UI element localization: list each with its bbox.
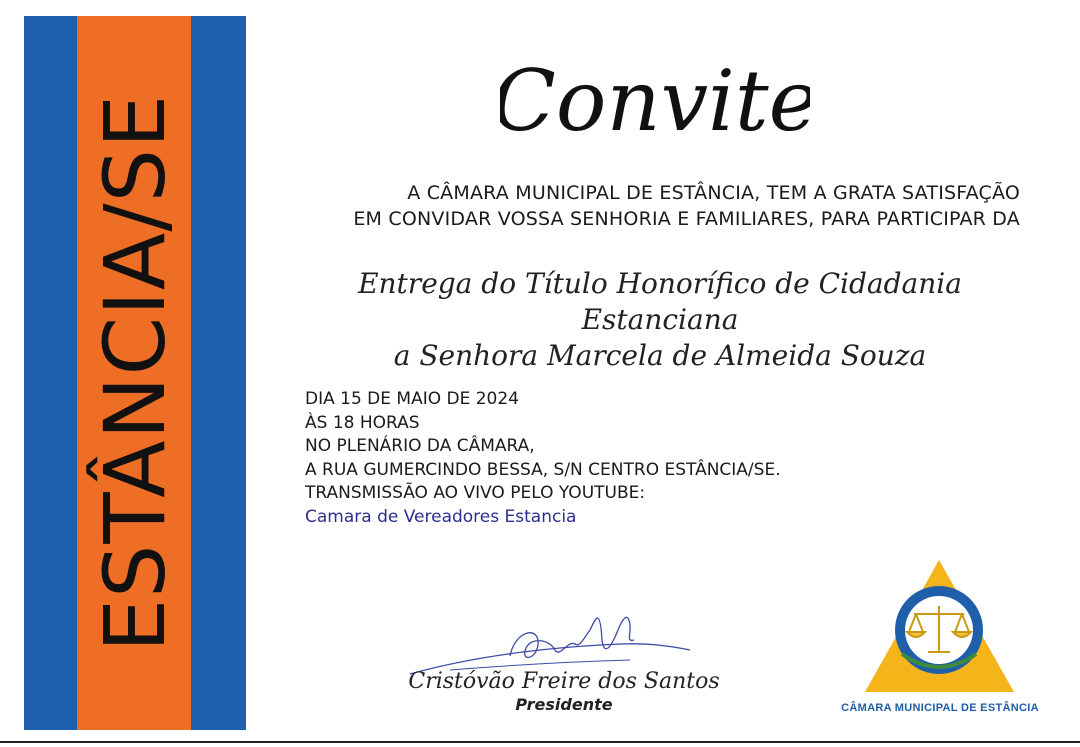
intro-text (290, 180, 1020, 232)
intro-line-1: A CÂMARA MUNICIPAL DE ESTÂNCIA, TEM A GRATA SATISFAÇÃO (407, 182, 1020, 204)
bottom-divider (0, 741, 1080, 743)
event-date: DIA 15 DE MAIO DE 2024 (305, 389, 520, 409)
signatory-role: Presidente (515, 695, 613, 714)
honor-title (300, 266, 1020, 374)
invitation-title (500, 18, 810, 168)
side-banner (24, 16, 246, 730)
title-text: Convite (500, 52, 810, 150)
banner-text: ESTÂNCIA/SE (86, 93, 184, 653)
event-details (305, 388, 781, 529)
youtube-channel-link[interactable]: Camara de Vereadores Estancia (305, 506, 577, 527)
stream-label: TRANSMISSÃO AO VIVO PELO YOUTUBE: (305, 483, 646, 503)
logo-caption: CÂMARA MUNICIPAL DE ESTÂNCIA (841, 702, 1039, 714)
signatory-name: Cristóvão Freire dos Santos (408, 669, 720, 694)
event-venue: NO PLENÁRIO DA CÂMARA, (305, 436, 535, 456)
chamber-logo (862, 558, 1017, 698)
honor-line-1: Entrega do Título Honorífico de Cidadania Estanciana (358, 267, 962, 336)
honor-line-2: a Senhora Marcela de Almeida Souza (393, 339, 927, 372)
intro-line-2: EM CONVIDAR VOSSA SENHORIA E FAMILIARES, PARA PARTICIPAR DA (353, 208, 1020, 230)
event-time: ÀS 18 HORAS (305, 412, 420, 433)
event-address: A RUA GUMERCINDO BESSA, S/N CENTRO ESTÂNCIA/SE. (305, 459, 781, 480)
